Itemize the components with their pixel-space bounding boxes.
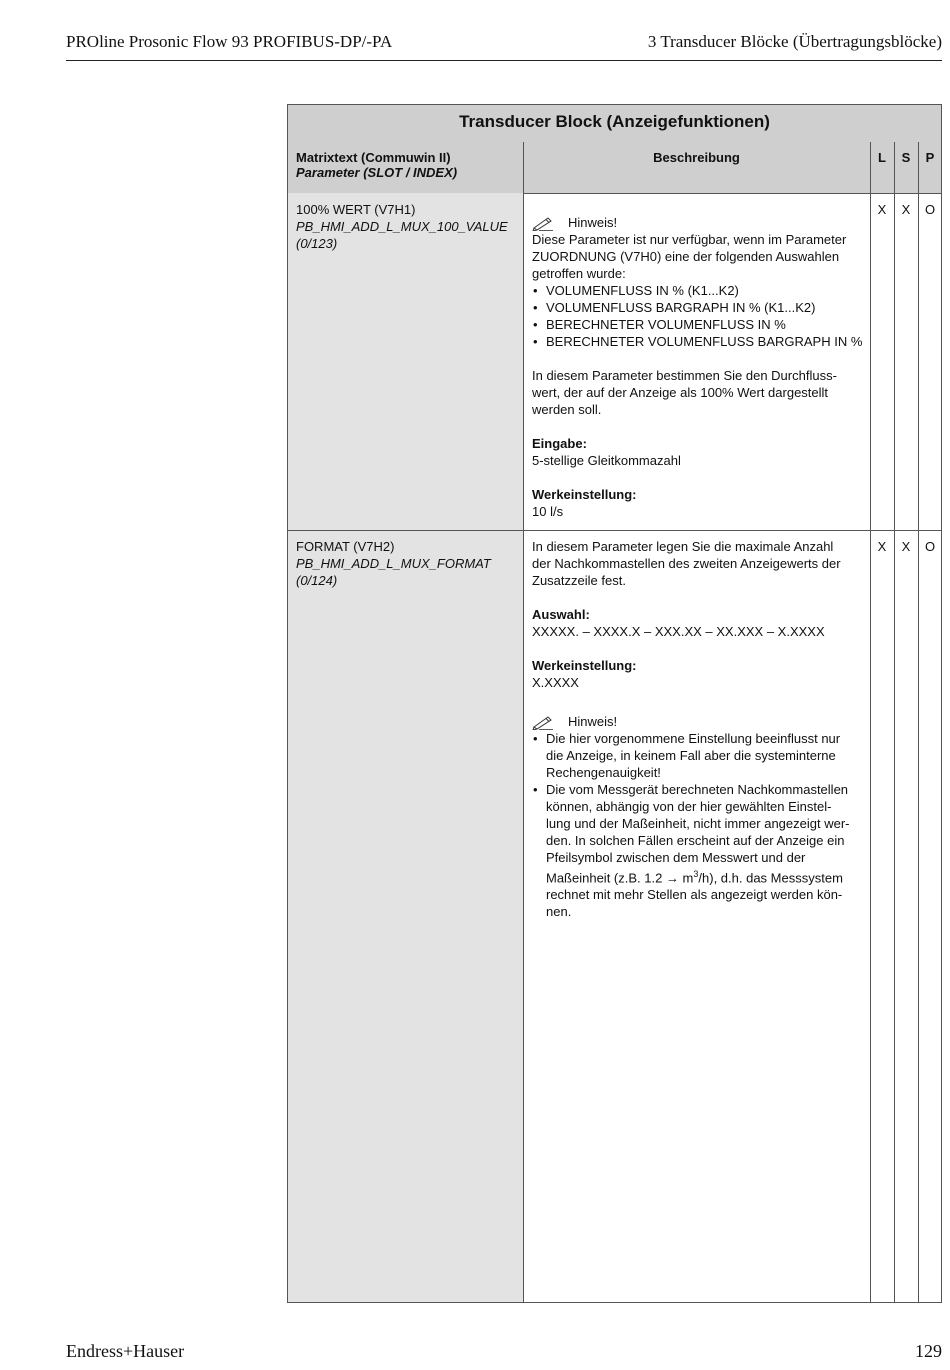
header-param-label: Parameter (SLOT / INDEX) [296,165,458,180]
hint-note [532,209,870,231]
description-line: In diesem Parameter legen Sie die maximale Anzahl [532,539,834,554]
list-item [532,781,870,920]
list-line: rechnet mit mehr Stellen als angezeigt werden kön- [546,887,843,903]
list-item: • VOLUMENFLUSS IN % (K1...K2) [532,282,870,299]
list-item: • VOLUMENFLUSS BARGRAPH IN % (K1...K2) [532,299,870,316]
hint-label: Hinweis! [568,215,618,230]
s-flag: X [901,539,911,554]
unit-example-post: /h), d.h. das Messsystem [698,870,843,886]
matrix-text: FORMAT (V7H2) [296,539,395,554]
p-flag: O [924,202,936,217]
description-line: der Nachkommastellen des zweiten Anzeigewerts der [532,556,841,571]
table-title: Transducer Block (Anzeigefunktionen) [288,105,941,142]
list-line: die Anzeige, in keinem Fall aber die systeminterne [546,748,836,763]
pencil-note-icon [532,215,554,231]
parameter-name: PB_HMI_ADD_L_MUX_100_VALUE [296,219,508,234]
description-line: wert, der auf der Anzeige als 100% Wert dargestellt [532,385,829,400]
list-item: • BERECHNETER VOLUMENFLUSS BARGRAPH IN % [532,333,870,350]
description-line: Zusatzzeile fest. [532,573,626,588]
choice-label: Auswahl: [532,607,590,622]
description-line: werden soll. [532,402,602,417]
running-header-title: PROline Prosonic Flow 93 PROFIBUS-DP/-PA [66,32,393,51]
column-divider [870,142,871,1302]
header-l-label: L [878,150,886,165]
row-divider [288,530,941,531]
hint-note [532,708,870,730]
column-divider [523,142,524,1302]
matrix-text: 100% WERT (V7H1) [296,202,416,217]
l-flag: X [877,539,887,554]
list-line [546,866,870,886]
column-divider [918,142,919,1302]
table-row-1-matrix [296,201,518,252]
table-row-1-description [532,209,870,520]
hint-line: Diese Parameter ist nur verfügbar, wenn im Parameter [532,232,847,247]
header-desc-label: Beschreibung [653,150,740,165]
list-line: • Die vom Messgerät berechneten Nachkommastellen [546,782,849,797]
unit-exponent: 3 [693,869,699,879]
hint-list [532,730,870,920]
list-line: Rechengenauigkeit! [546,765,661,780]
hint-label: Hinweis! [568,714,618,729]
matrix-column-shading [288,193,523,1302]
column-divider [894,142,895,1302]
header-matrix-label: Matrixtext (Commuwin II) [296,150,451,165]
header-s-label: S [901,150,911,165]
table-header-row [288,142,941,194]
p-flag: O [924,539,936,554]
list-line: den. In solchen Fällen erscheint auf der Anzeige ein [546,833,845,848]
hint-line: ZUORDNUNG (V7H0) eine der folgenden Auswahlen [532,249,840,264]
table-row-2-matrix [296,538,518,589]
input-value: 5-stellige Gleitkommazahl [532,453,681,468]
transducer-block-table [287,104,942,1303]
parameter-name: PB_HMI_ADD_L_MUX_FORMAT [296,556,491,571]
choice-value: XXXXX. – XXXX.X – XXX.XX – XX.XXX – X.XXXX [532,624,825,639]
description-line: In diesem Parameter bestimmen Sie den Durchfluss- [532,368,837,383]
unit-example-pre: Maßeinheit (z.B. 1.2 → m [546,870,694,886]
l-flag: X [877,202,887,217]
input-label: Eingabe: [532,436,587,451]
list-item: • BERECHNETER VOLUMENFLUSS IN % [532,316,870,333]
list-line: Pfeilsymbol zwischen dem Messwert und der [546,850,806,865]
default-label: Werkeinstellung: [532,487,637,502]
footer-brand: Endress+Hauser [66,1341,185,1361]
header-matrix-cell [296,150,457,193]
running-header-chapter: 3 Transducer Blöcke (Übertragungsblöcke) [647,32,942,51]
header-rule [66,60,942,61]
page-number: 129 [915,1341,942,1361]
pencil-note-icon [532,714,554,730]
default-value: X.XXXX [532,675,579,690]
list-item [532,730,870,781]
default-label: Werkeinstellung: [532,658,637,673]
header-p-label: P [925,150,935,165]
slot-index: (0/123) [296,236,338,251]
list-line: • Die hier vorgenommene Einstellung beeinflusst nur [546,731,841,746]
list-line: nen. [546,904,572,920]
option-list [532,282,870,350]
slot-index: (0/124) [296,573,338,588]
table-row-2-description [532,538,870,920]
list-line: lung und der Maßeinheit, nicht immer angezeigt wer- [546,816,850,831]
default-value: 10 l/s [532,504,564,519]
hint-line: getroffen wurde: [532,266,626,281]
list-line: können, abhängig von der hier gewählten Einstel- [546,799,832,814]
s-flag: X [901,202,911,217]
